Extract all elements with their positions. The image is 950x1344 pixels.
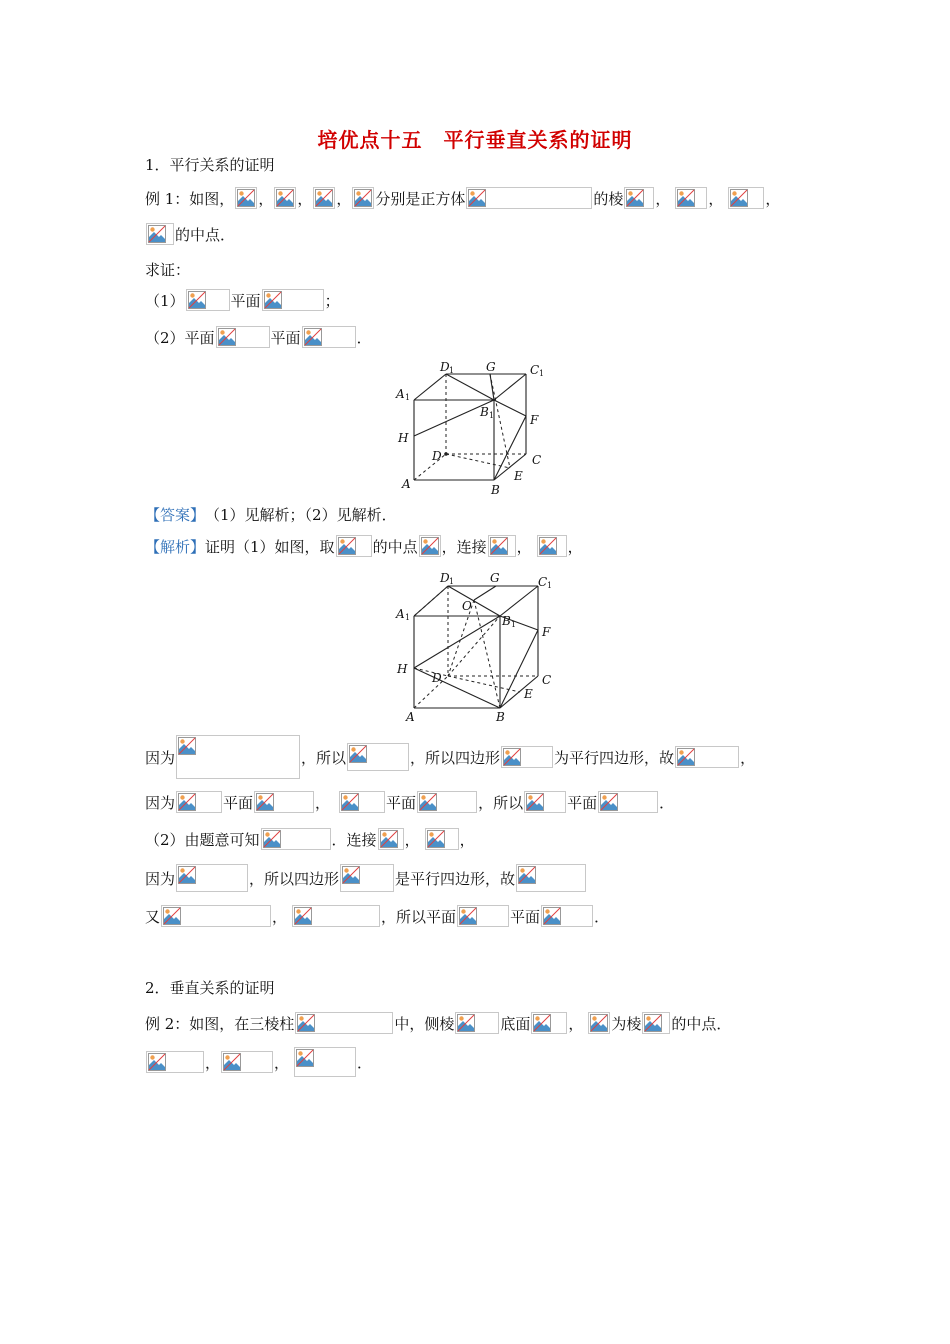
text: ． [356,328,372,347]
broken-image-icon [425,828,459,850]
broken-image-icon [261,828,331,850]
broken-image-icon [216,326,270,348]
broken-image-icon [262,289,324,311]
sub: 1 [547,581,553,590]
text: ， [258,189,274,208]
broken-image-icon [675,746,739,768]
broken-image-icon [295,1012,393,1034]
label-A: A [406,710,415,724]
text: （1）见解析；（2）见解析． [205,505,397,524]
proof-line-1 [145,735,755,779]
answer-line [145,501,397,527]
text: 为平行四边形，故 [554,748,675,767]
text: ，连接 [441,537,487,556]
text: ， [708,189,724,208]
sub: 1 [449,577,455,586]
text: 的中点 [372,537,418,556]
broken-image-icon [352,187,374,209]
label-B: B [491,483,500,497]
label-D: D [432,671,442,685]
broken-image-icon [531,1012,567,1034]
text: （1） [145,291,185,310]
broken-image-icon [254,791,314,813]
broken-image-icon [488,535,516,557]
text: ，所以四边形 [410,748,501,767]
broken-image-icon [537,535,567,557]
broken-image-icon [378,828,404,850]
sub: 1 [539,369,545,378]
qiuzheng: 求证： [145,260,191,279]
text: ，所以平面 [381,907,457,926]
text: 的棱 [593,189,624,208]
broken-image-icon [161,905,271,927]
text: 底面 [500,1014,531,1033]
broken-image-icon [294,1047,356,1077]
broken-image-icon [417,791,477,813]
broken-image-icon [457,905,509,927]
text: 的中点． [671,1014,732,1033]
text: ， [297,189,313,208]
analysis-line [145,533,583,559]
text: ， [655,189,671,208]
text: （2）由题意可知 [145,830,260,849]
text: ，所以 [301,748,347,767]
sub: 1 [449,366,455,375]
label-G: G [486,360,496,374]
text: ．连接 [331,830,377,849]
label-A1: A [396,387,405,401]
text: 平面 [230,291,261,310]
text: ， [315,793,331,812]
label-C: C [542,673,552,687]
broken-image-icon [642,1012,670,1034]
broken-image-icon [340,864,394,892]
proof-line-4 [145,864,587,892]
text: ， [274,1053,290,1072]
text: 平面 [510,907,541,926]
sub: 1 [489,411,495,420]
sub: 1 [405,393,411,402]
broken-image-icon [466,187,592,209]
text: 证明（1）如图，取 [205,537,335,556]
broken-image-icon [176,864,248,892]
text: 平面 [223,793,254,812]
broken-image-icon [501,746,553,768]
analysis-tag: 【解析】 [145,537,206,556]
section-heading: 1．平行关系的证明 [145,155,275,174]
text: ， [516,537,532,556]
label-H: H [398,431,409,445]
label-E: E [514,469,523,483]
example-2-line [145,1010,731,1036]
broken-image-icon [313,187,335,209]
text: ，所以 [478,793,524,812]
text: ， [740,748,756,767]
broken-image-icon [146,223,174,245]
text: 例 2：如图，在三棱柱 [145,1014,295,1033]
text: ， [404,830,420,849]
broken-image-icon [524,791,566,813]
label-H: H [397,662,408,676]
label-B: B [496,710,505,724]
broken-image-icon [419,535,441,557]
broken-image-icon [541,905,593,927]
text: 平面 [270,328,301,347]
text: ， [272,907,288,926]
text: 中，侧棱 [394,1014,455,1033]
text: ， [336,189,352,208]
broken-image-icon [675,187,707,209]
text: ， [459,830,475,849]
text: 是平行四边形，故 [395,869,516,888]
sub: 1 [511,620,517,629]
text: 分别是正方体 [375,189,466,208]
text: 为棱 [611,1014,642,1033]
label-D1: D [440,571,450,585]
text: 平面 [386,793,417,812]
proof-line-2 [145,789,674,815]
broken-image-icon [598,791,658,813]
proof-line-5 [145,903,609,929]
text: 的中点． [175,225,236,244]
label-F: F [530,413,539,427]
label-G: G [490,571,500,585]
broken-image-icon [588,1012,610,1034]
broken-image-icon [516,864,586,892]
text: ，所以四边形 [249,869,340,888]
text: 因为 [145,748,176,767]
text: ． [659,793,675,812]
broken-image-icon [274,187,296,209]
broken-image-icon [292,905,380,927]
cube-figure-1 [390,358,560,498]
broken-image-icon [339,791,385,813]
broken-image-icon [455,1012,499,1034]
broken-image-icon [347,743,409,771]
point-D [444,452,448,456]
label-C1: C [530,363,540,377]
label-C: C [532,453,542,467]
label-A1: A [396,607,405,621]
text: 因为 [145,869,176,888]
broken-image-icon [235,187,257,209]
cube-figure-2 [390,568,560,726]
broken-image-icon [176,791,222,813]
label-E: E [524,687,533,701]
label-A: A [402,477,411,491]
broken-image-icon [176,735,300,779]
text: ． [357,1053,373,1072]
broken-image-icon [336,535,372,557]
label-C1: C [538,575,548,589]
broken-image-icon [221,1051,273,1073]
broken-image-icon [146,1051,204,1073]
example-2-line2 [145,1047,372,1077]
proof-line-3 [145,826,475,852]
part-2-line [145,324,372,350]
broken-image-icon [186,289,230,311]
section-heading-2: 2．垂直关系的证明 [145,978,275,997]
text: 因为 [145,793,176,812]
sub: 1 [405,613,411,622]
label-D1: D [440,360,450,374]
example-1-line [145,185,780,211]
example-1-line2 [145,221,235,247]
label-D: D [432,449,442,463]
label-O: O [462,599,472,613]
label-B1: B [480,405,489,419]
text: ， [567,537,583,556]
text: 平面 [567,793,598,812]
broken-image-icon [302,326,356,348]
text: ， [568,1014,584,1033]
answer-tag: 【答案】 [145,505,206,524]
text: ； [324,291,340,310]
broken-image-icon [728,187,764,209]
text: （2）平面 [145,328,215,347]
page-title: 培优点十五 平行垂直关系的证明 [317,128,633,152]
part-1-line [145,287,340,313]
text: 又 [145,907,161,926]
text: ． [594,907,610,926]
label-F: F [542,625,551,639]
text: 例 1：如图， [145,189,235,208]
broken-image-icon [624,187,654,209]
text: ， [205,1053,221,1072]
label-B1: B [502,614,511,628]
text: ， [765,189,781,208]
